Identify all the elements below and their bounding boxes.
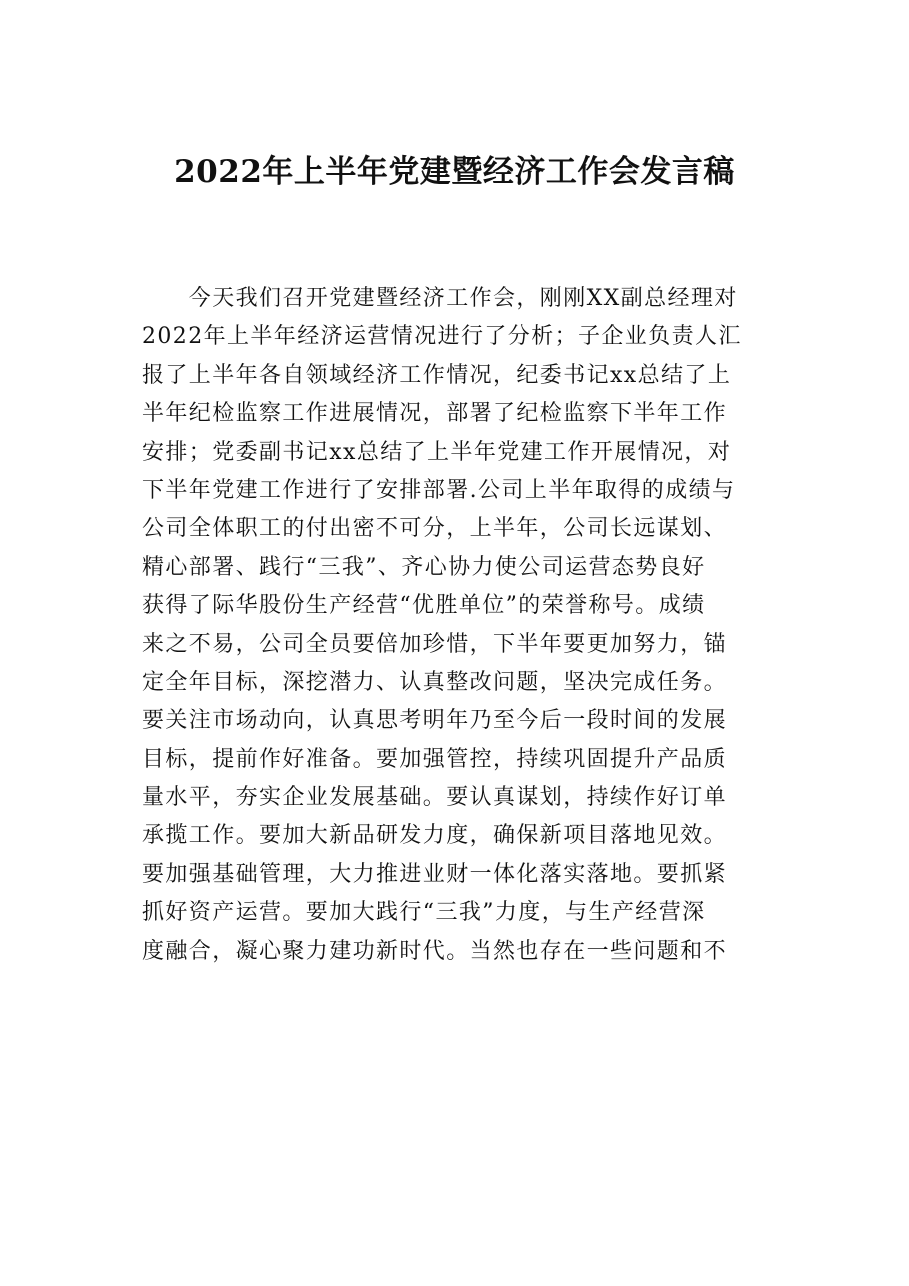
body-line: 2022年上半年经济运营情况进行了分析；子企业负责人汇 <box>142 324 742 350</box>
body-line: 承揽工作。要加大新品研发力度，确保新项目落地见效。 <box>142 823 728 849</box>
body-line: 要加强基础管理，大力推进业财一体化落实落地。要抓紧 <box>142 861 728 887</box>
body-line: 要关注市场动向，认真思考明年乃至今后一段时间的发展 <box>142 708 728 734</box>
document-title: 2022年上半年党建暨经济工作会发言稿 <box>174 154 735 190</box>
body-line: 获得了际华股份生产经营“优胜单位”的荣誉称号。成绩 <box>142 593 706 619</box>
body-line: 目标，提前作好准备。要加强管控，持续巩固提升产品质 <box>142 746 728 772</box>
body-line: 精心部署、践行“三我”、齐心协力使公司运营态势良好 <box>142 554 706 580</box>
body-line: 半年纪检监察工作进展情况，部署了纪检监察下半年工作 <box>142 401 728 427</box>
body-line: 报了上半年各自领域经济工作情况，纪委书记xx总结了上 <box>142 362 732 388</box>
body-line: 来之不易，公司全员要倍加珍惜，下半年要更加努力，锚 <box>142 631 728 657</box>
document-body <box>142 280 782 971</box>
body-line: 安排；党委副书记xx总结了上半年党建工作开展情况，对 <box>142 439 732 465</box>
body-line: 定全年目标，深挖潜力、认真整改问题，坚决完成任务。 <box>142 669 728 695</box>
body-line: 抓好资产运营。要加大践行“三我”力度，与生产经营深 <box>142 900 706 926</box>
body-line: 下半年党建工作进行了安排部署.公司上半年取得的成绩与 <box>142 477 736 503</box>
body-line: 度融合，凝心聚力建功新时代。当然也存在一些问题和不 <box>142 938 728 964</box>
body-line: 公司全体职工的付出密不可分，上半年，公司长远谋划、 <box>142 516 728 542</box>
body-line: 今天我们召开党建暨经济工作会，刚刚XX副总经理对 <box>142 286 738 311</box>
body-line: 量水平，夯实企业发展基础。要认真谋划，持续作好订单 <box>142 785 728 811</box>
